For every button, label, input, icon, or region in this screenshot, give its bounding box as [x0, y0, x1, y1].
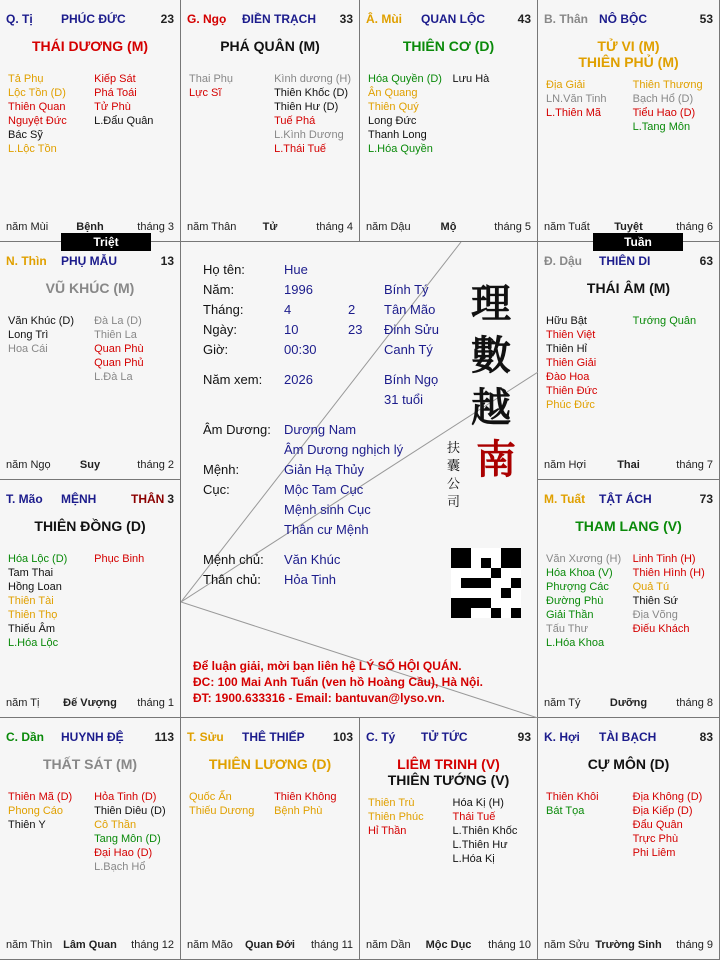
palace-name: HUYNH ĐỆ — [61, 730, 124, 744]
palace-month: tháng 11 — [310, 939, 353, 951]
palace-stage: Tuyệt — [614, 221, 643, 233]
minor-star: Thiên Mã (D) — [8, 791, 73, 803]
minor-star: Thai Phụ — [189, 73, 234, 85]
minor-star: Thiếu Âm — [8, 623, 56, 635]
minor-star: Thái Tuế — [452, 811, 496, 823]
minor-star: Thiên Hư (D) — [274, 101, 339, 113]
contact-address: ĐC: 100 Mai Anh Tuấn (ven hồ Hoàng Cầu), Hà Nội. — [193, 675, 484, 689]
main-star — [0, 756, 180, 772]
palace-name: NÔ BỘC — [599, 12, 647, 26]
ngay-am: 23 — [348, 322, 363, 337]
palace-stem: Q. Tị — [6, 12, 33, 26]
minor-stars-left — [189, 72, 233, 100]
minor-stars-right — [94, 790, 166, 874]
palace-year: năm Thân — [187, 221, 237, 233]
minor-stars-right — [633, 552, 705, 636]
palace-year: năm Mão — [187, 939, 233, 951]
menh-value: Giản Hạ Thủy — [284, 462, 364, 477]
palace-header — [544, 12, 713, 28]
minor-star: Địa Giải — [546, 79, 586, 91]
nam-xem-value: 2026 — [284, 372, 313, 387]
main-star — [360, 756, 537, 788]
palace-header — [6, 730, 174, 746]
minor-star: Quan Phủ — [94, 357, 144, 369]
palace-footer — [187, 939, 353, 953]
minor-star: Tướng Quân — [632, 315, 697, 327]
palace-footer — [6, 697, 174, 711]
palace-stage: Mộc Dục — [425, 939, 472, 951]
menh-chu-value: Văn Khúc — [284, 552, 341, 567]
palace-stem: T. Mão — [6, 492, 43, 506]
minor-star: Kiếp Sát — [94, 73, 136, 85]
minor-star: Thiên Thương — [632, 79, 703, 91]
minor-star: Long Đức — [368, 115, 417, 127]
minor-star: L.Hóa Khoa — [546, 637, 605, 649]
minor-star: L.Hóa Kị — [452, 853, 495, 865]
minor-stars-right — [453, 796, 518, 866]
palace-header — [187, 730, 353, 746]
minor-star: Phượng Các — [546, 581, 609, 593]
palace-cell — [538, 718, 720, 960]
palace-cell — [181, 0, 360, 242]
calligraphy-char-2: 數 — [471, 332, 511, 379]
minor-star: Địa Võng — [632, 609, 678, 621]
palace-header — [544, 492, 713, 508]
minor-star: Văn Khúc (D) — [8, 315, 75, 327]
palace-stem: G. Ngọ — [187, 12, 227, 26]
minor-star: Ân Quang — [368, 87, 418, 99]
ngay-can-chi: Đinh Sửu — [384, 322, 439, 337]
palace-stage: Trường Sinh — [595, 939, 662, 951]
minor-star: L.Thiên Mã — [546, 107, 602, 119]
palace-cell — [360, 718, 538, 960]
palace-cell — [0, 242, 181, 480]
minor-stars-left — [546, 314, 597, 412]
palace-year: năm Ngọ — [6, 459, 51, 471]
palace-header — [366, 12, 531, 28]
main-star-name: THIÊN PHỦ (M) — [578, 54, 679, 70]
nam-value: 1996 — [284, 282, 313, 297]
palace-month: tháng 12 — [131, 939, 174, 951]
minor-star: Đại Hao (D) — [94, 847, 153, 859]
cuc-label: Cục: — [203, 482, 230, 497]
main-star — [538, 280, 719, 296]
minor-star: Bác Sỹ — [8, 129, 43, 141]
palace-footer — [544, 939, 713, 953]
minor-star: Lưu Hà — [452, 73, 490, 85]
minor-star: Thiên La — [94, 329, 137, 341]
palace-stem: T. Sửu — [187, 730, 224, 744]
minor-star: Phong Cáo — [8, 805, 64, 817]
palace-month: tháng 4 — [316, 221, 353, 233]
palace-footer — [6, 939, 174, 953]
minor-star: Hỉ Thần — [368, 825, 407, 837]
palace-month: tháng 8 — [676, 697, 713, 709]
palace-year: năm Mùi — [6, 221, 49, 233]
minor-star: Thiên Giải — [546, 357, 597, 369]
palace-stem: C. Tý — [366, 730, 396, 744]
qr-code-icon[interactable] — [451, 548, 521, 618]
minor-star: Thiên Việt — [546, 329, 596, 341]
minor-star: L.Thiên Khốc — [452, 825, 518, 837]
palace-cell — [360, 0, 538, 242]
palace-year: năm Dậu — [366, 221, 411, 233]
palace-footer — [6, 459, 174, 473]
minor-stars-left — [368, 796, 424, 838]
minor-stars-left — [8, 552, 67, 650]
palace-stage: Tử — [262, 221, 278, 233]
palace-year: năm Tị — [6, 697, 40, 709]
minor-star: Bạch Hổ (D) — [632, 93, 694, 105]
minor-stars-left — [8, 314, 74, 356]
thang-label: Tháng: — [203, 302, 244, 317]
palace-name: TÀI BẠCH — [599, 730, 657, 744]
am-duong-note: Âm Dương nghịch lý — [284, 442, 404, 457]
minor-star: Thiên Trù — [368, 797, 415, 809]
minor-star: Thiên Quý — [368, 101, 419, 113]
minor-star: L.Lộc Tồn — [8, 143, 57, 155]
minor-star: Thiên Sứ — [632, 595, 678, 607]
palace-header — [6, 492, 174, 508]
ngay-value: 10 — [284, 322, 299, 337]
palace-name: QUAN LỘC — [421, 12, 485, 26]
minor-star: Thiên Khôi — [546, 791, 599, 803]
minor-stars-left — [8, 790, 72, 832]
minor-star: Giải Thần — [546, 609, 594, 621]
main-star-name: THIÊN LƯƠNG (D) — [208, 756, 332, 772]
palace-age-number: 113 — [154, 730, 174, 744]
palace-footer — [366, 939, 531, 953]
palace-name: MỆNH — [61, 492, 97, 506]
palace-name: TẬT ÁCH — [599, 492, 652, 506]
calligraphy-char-4: 南 — [476, 436, 516, 483]
main-star-name: PHÁ QUÂN (M) — [220, 38, 320, 54]
nam-label: Năm: — [203, 282, 235, 297]
palace-age-number: 63 — [699, 254, 713, 268]
main-star-name: THÁI ÂM (M) — [586, 280, 671, 296]
minor-star: L.Hóa Lộc — [8, 637, 59, 649]
palace-age-number: 23 — [160, 12, 174, 26]
main-star-name: THẤT SÁT (M) — [42, 756, 138, 772]
minor-star: Thiên Hình (H) — [632, 567, 705, 579]
minor-star: Thiên Tài — [8, 595, 54, 607]
main-star-name: THAM LANG (V) — [575, 518, 682, 534]
palace-header — [6, 12, 174, 28]
palace-age-number: 73 — [699, 492, 713, 506]
contact-line-1: Để luận giải, mời bạn liên hệ LÝ SỐ HỘI QUÁN. — [193, 659, 462, 673]
ngay-label: Ngày: — [203, 322, 237, 337]
contact-phone-email[interactable]: ĐT: 1900.633316 - Email: bantuvan@lyso.vn. — [193, 691, 445, 705]
main-star — [0, 518, 180, 534]
center-info-panel — [181, 242, 538, 718]
palace-month: tháng 6 — [676, 221, 713, 233]
main-star — [538, 38, 719, 70]
minor-stars-right — [633, 790, 703, 860]
minor-star: Hồng Loan — [8, 581, 62, 593]
palace-cell — [0, 0, 181, 242]
minor-star: Thiên Đức — [546, 385, 598, 397]
minor-star: L.Tang Môn — [632, 121, 691, 133]
minor-star: Văn Xương (H) — [546, 553, 622, 565]
main-star — [181, 38, 359, 54]
minor-stars-left — [368, 72, 442, 156]
main-star — [181, 756, 359, 772]
palace-stem: M. Tuất — [544, 492, 586, 506]
minor-star: Thiên Phúc — [368, 811, 424, 823]
palace-year: năm Tý — [544, 697, 581, 709]
minor-star: Điếu Khách — [632, 623, 690, 635]
minor-star: Nguyệt Đức — [8, 115, 67, 127]
palace-cell — [0, 718, 181, 960]
palace-header — [544, 254, 713, 270]
minor-star: Hóa Quyền (D) — [368, 73, 442, 85]
palace-age-number: 43 — [517, 12, 531, 26]
menh-chu-label: Mệnh chủ: — [203, 552, 264, 567]
minor-star: Đà La (D) — [94, 315, 142, 327]
minor-star: Đường Phù — [546, 595, 604, 607]
minor-stars-left — [546, 790, 599, 818]
ho-ten-value: Hue — [284, 262, 308, 277]
palace-name: TỬ TỨC — [421, 730, 468, 744]
palace-footer — [544, 459, 713, 473]
main-star-name: CỰ MÔN (D) — [587, 756, 670, 772]
main-star — [0, 38, 180, 54]
menh-label: Mệnh: — [203, 462, 240, 477]
minor-star: Hữu Bật — [546, 315, 587, 327]
palace-stem: Đ. Dậu — [544, 254, 583, 268]
gio-label: Giờ: — [203, 342, 229, 357]
main-star-name: LIÊM TRINH (V) — [397, 756, 500, 772]
than-chu-label: Thân chủ: — [203, 572, 261, 587]
palace-header — [544, 730, 713, 746]
palace-stem: K. Hợi — [544, 730, 580, 744]
minor-star: Bệnh Phù — [274, 805, 323, 817]
minor-stars-left — [546, 552, 621, 650]
triet-tag: Triệt — [61, 233, 151, 251]
nam-xem-can-chi: Bính Ngọ — [384, 372, 439, 387]
palace-age-number: 33 — [339, 12, 353, 26]
palace-cell — [538, 480, 720, 718]
minor-star: Thanh Long — [368, 129, 427, 141]
palace-year: năm Thìn — [6, 939, 53, 951]
minor-star: Quốc Ấn — [189, 791, 232, 803]
palace-cell — [181, 718, 360, 960]
palace-year: năm Hợi — [544, 459, 587, 471]
minor-star: Tả Phụ — [8, 73, 44, 85]
minor-stars-right — [94, 72, 153, 128]
palace-stem: Â. Mùi — [366, 12, 402, 26]
minor-star: L.Hóa Quyền — [368, 143, 433, 155]
minor-star: Hóa Kị (H) — [452, 797, 504, 809]
minor-stars-left — [546, 78, 607, 120]
thang-am: 2 — [348, 302, 356, 317]
minor-star: Thiên Không — [274, 791, 337, 803]
palace-name: PHÚC ĐỨC — [61, 12, 126, 26]
minor-star: Lộc Tồn (D) — [8, 87, 66, 99]
palace-stem: B. Thân — [544, 12, 588, 26]
main-star-name: VŨ KHÚC (M) — [45, 280, 135, 296]
main-star-name: TỬ VI (M) — [597, 38, 660, 54]
am-duong-value: Dương Nam — [284, 422, 357, 437]
minor-star: Bát Tọa — [546, 805, 585, 817]
minor-star: Lực Sĩ — [189, 87, 222, 99]
minor-star: L.Thái Tuế — [274, 143, 327, 155]
minor-stars-right — [633, 314, 697, 328]
palace-cell — [538, 242, 720, 480]
than-marker: THÂN — [131, 492, 165, 506]
minor-star: Thiên Diêu (D) — [94, 805, 166, 817]
palace-age-number: 13 — [160, 254, 174, 268]
minor-stars-right — [453, 72, 490, 86]
minor-star: L.Thiên Hư — [452, 839, 508, 851]
minor-stars-right — [274, 72, 351, 156]
palace-age-number: 83 — [699, 730, 713, 744]
palace-cell — [0, 480, 181, 718]
palace-month: tháng 10 — [488, 939, 531, 951]
palace-age-number: 3 — [167, 492, 174, 506]
palace-name: THÊ THIẾP — [242, 730, 305, 744]
than-cu: Thân cư Mệnh — [284, 522, 369, 537]
minor-star: Thiên Y — [8, 819, 46, 831]
palace-stage: Suy — [79, 459, 101, 471]
palace-age-number: 103 — [332, 730, 353, 744]
minor-stars-right — [633, 78, 703, 134]
thang-can-chi: Tân Mão — [384, 302, 436, 317]
minor-star: Hoa Cái — [8, 343, 48, 355]
am-duong-label: Âm Dương: — [203, 422, 271, 437]
minor-stars-left — [189, 790, 254, 818]
minor-star: Thiên Khốc (D) — [274, 87, 349, 99]
palace-stage: Dưỡng — [609, 697, 648, 709]
palace-month: tháng 5 — [494, 221, 531, 233]
minor-star: Đào Hoa — [546, 371, 590, 383]
main-star-name: THIÊN ĐỒNG (D) — [34, 518, 146, 534]
palace-month: tháng 1 — [137, 697, 174, 709]
palace-month: tháng 7 — [676, 459, 713, 471]
calligraphy-char-3: 越 — [471, 384, 511, 431]
main-star — [538, 518, 719, 534]
minor-star: Địa Kiếp (D) — [632, 805, 693, 817]
palace-stage: Mộ — [440, 221, 457, 233]
minor-star: Quan Phù — [94, 343, 144, 355]
palace-stage: Thai — [617, 459, 640, 471]
minor-star: Hỏa Tinh (D) — [94, 791, 157, 803]
minor-star: Hóa Lộc (D) — [8, 553, 68, 565]
minor-star: Quả Tú — [632, 581, 670, 593]
minor-star: L.Đẩu Quân — [94, 115, 154, 127]
palace-header — [366, 730, 531, 746]
ho-ten-label: Họ tên: — [203, 262, 245, 277]
palace-year: năm Dần — [366, 939, 411, 951]
minor-stars-left — [8, 72, 67, 156]
minor-star: Tiểu Hao (D) — [632, 107, 696, 119]
minor-star: Tấu Thư — [546, 623, 589, 635]
minor-stars-right — [94, 552, 144, 566]
main-star-name: THIÊN TƯỚNG (V) — [387, 772, 510, 788]
nam-can-chi: Bính Tý — [384, 282, 429, 297]
minor-star: Tuế Phá — [274, 115, 316, 127]
palace-cell — [538, 0, 720, 242]
gio-can-chi: Canh Tý — [384, 342, 433, 357]
minor-star: Cô Thần — [94, 819, 137, 831]
main-star — [360, 38, 537, 54]
palace-stage: Bệnh — [76, 221, 104, 233]
minor-star: Kình dương (H) — [274, 73, 352, 85]
gio-value: 00:30 — [284, 342, 317, 357]
minor-star: Phục Binh — [94, 553, 145, 565]
palace-stage: Đế Vượng — [63, 697, 117, 709]
palace-year: năm Sửu — [544, 939, 590, 951]
minor-star: Thiên Hỉ — [546, 343, 587, 355]
minor-star: Long Trì — [8, 329, 49, 341]
minor-stars-right — [274, 790, 336, 818]
minor-star: Thiếu Dương — [189, 805, 255, 817]
cuc-relation: Mệnh sinh Cục — [284, 502, 371, 517]
calligraphy-char-1: 理 — [471, 280, 511, 327]
minor-star: LN.Văn Tinh — [546, 93, 607, 105]
palace-year: năm Tuất — [544, 221, 590, 233]
minor-star: Linh Tinh (H) — [632, 553, 696, 565]
minor-star: L.Đà La — [94, 371, 133, 383]
palace-month: tháng 3 — [137, 221, 174, 233]
minor-star: Địa Không (D) — [632, 791, 703, 803]
minor-star: Tử Phù — [94, 101, 131, 113]
palace-name: PHỤ MẪU — [61, 254, 117, 268]
minor-star: Trực Phù — [632, 833, 679, 845]
palace-footer — [544, 697, 713, 711]
palace-stage: Quan Đới — [245, 939, 295, 951]
palace-month: tháng 2 — [137, 459, 174, 471]
cuc-value: Mộc Tam Cục — [284, 482, 364, 497]
palace-name: ĐIỀN TRẠCH — [242, 12, 316, 26]
main-star — [0, 280, 180, 296]
minor-star: Thiên Thọ — [8, 609, 58, 621]
palace-stage: Lâm Quan — [63, 939, 117, 951]
palace-age-number: 53 — [699, 12, 713, 26]
minor-stars-right — [94, 314, 144, 384]
palace-header — [187, 12, 353, 28]
minor-star: Phúc Đức — [546, 399, 595, 411]
tuoi: 31 tuổi — [384, 392, 424, 407]
minor-star: L.Kình Dương — [274, 129, 344, 141]
minor-star: L.Bạch Hổ — [94, 861, 146, 873]
minor-star: Phi Liêm — [632, 847, 676, 859]
minor-star: Hóa Khoa (V) — [546, 567, 613, 579]
palace-footer — [187, 221, 353, 235]
palace-stem: C. Dần — [6, 730, 45, 744]
palace-footer — [366, 221, 531, 235]
minor-star: Tam Thai — [8, 567, 54, 579]
minor-star: Phá Toái — [94, 87, 137, 99]
main-star-name: THÁI DƯƠNG (M) — [31, 38, 149, 54]
than-chu-value: Hỏa Tinh — [284, 572, 337, 587]
palace-stem: N. Thìn — [6, 254, 47, 268]
main-star — [538, 756, 719, 772]
minor-star: Đẩu Quân — [632, 819, 683, 831]
thang-value: 4 — [284, 302, 292, 317]
seal-text: 扶 囊 公 司 — [447, 441, 461, 510]
palace-name: THIÊN DI — [599, 254, 651, 268]
main-star-name: THIÊN CƠ (D) — [402, 38, 495, 54]
tuan-tag: Tuần — [593, 233, 683, 251]
nam-xem-label: Năm xem: — [203, 372, 263, 387]
minor-star: Tang Môn (D) — [94, 833, 161, 845]
palace-header — [6, 254, 174, 270]
palace-age-number: 93 — [517, 730, 531, 744]
minor-star: Thiên Quan — [8, 101, 66, 113]
palace-month: tháng 9 — [676, 939, 713, 951]
